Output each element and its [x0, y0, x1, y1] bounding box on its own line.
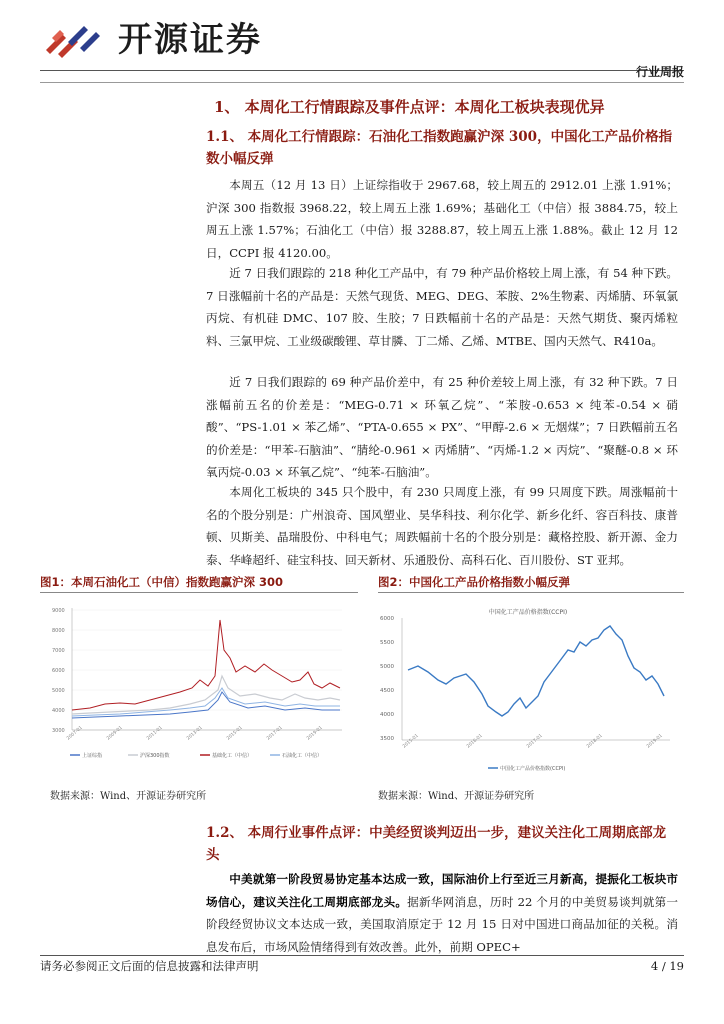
- svg-text:6000: 6000: [380, 616, 394, 622]
- series-ccpi: [408, 626, 664, 716]
- figure-2-title: 中国化工产品价格指数(CCPI): [488, 609, 568, 616]
- svg-text:2009-01: 2009-01: [106, 725, 124, 742]
- report-type: 行业周报: [635, 65, 684, 79]
- svg-text:3000: 3000: [52, 728, 65, 734]
- figure-2-source: 数据来源：Wind、开源证券研究所: [378, 791, 535, 802]
- svg-text:3500: 3500: [380, 736, 394, 742]
- footer-disclaimer: 请务必参阅正文后面的信息披露和法律声明: [40, 959, 259, 973]
- svg-text:2015-01: 2015-01: [402, 733, 420, 750]
- svg-text:4000: 4000: [52, 708, 65, 714]
- section-1-2-title: 1.2、 本周行业事件点评：中美经贸谈判迈出一步，建议关注化工周期底部龙头: [206, 825, 667, 863]
- figure-2-chart: [378, 600, 678, 780]
- figure-2-legend: 中国化工产品价格指数(CCPI): [500, 766, 566, 772]
- footer-divider: [40, 955, 684, 956]
- svg-text:2011-01: 2011-01: [146, 725, 164, 742]
- svg-text:7000: 7000: [52, 648, 65, 654]
- svg-text:2017-01: 2017-01: [266, 725, 284, 742]
- svg-text:4500: 4500: [380, 688, 394, 694]
- figure-1-chart: [50, 600, 350, 768]
- figure-1-rule: [40, 592, 358, 593]
- legend-4: 石油化工（中信）: [282, 753, 323, 759]
- paragraph-trade-deal-lead: 中美就第一阶段贸易协定基本达成一致，国际油价上行至近三月新高，提振化工板块市场信心，建议关注化工周期底部龙头。: [206, 872, 678, 909]
- svg-text:2018-01: 2018-01: [586, 733, 604, 750]
- figure-1-legend: [70, 752, 322, 759]
- page-number: 4 / 19: [650, 959, 684, 973]
- header-divider: [40, 70, 684, 71]
- svg-text:2007-01: 2007-01: [66, 725, 84, 742]
- svg-text:5000: 5000: [380, 664, 394, 670]
- svg-text:2013-01: 2013-01: [186, 725, 204, 742]
- header-divider-2: [40, 82, 684, 83]
- svg-text:6000: 6000: [52, 668, 65, 674]
- svg-text:8000: 8000: [52, 628, 65, 634]
- company-name: 开源证券: [118, 20, 262, 60]
- paragraph-trade-deal-body: 据新华网消息，历时 22 个月的中美贸易谈判就第一阶段经贸协议文本达成一致，美国取消原定于 12 月 15 日对中国进口商品加征的关税。消息发布后，市场风险情绪得到有效改善。此外，前期 OPEC+: [206, 894, 678, 954]
- legend-1: 上证综指: [82, 753, 103, 759]
- figure-1-source: 数据来源：Wind、开源证券研究所: [50, 791, 207, 802]
- svg-text:9000: 9000: [52, 608, 65, 614]
- section-1-title: 1、 本周化工行情跟踪及事件点评：本周化工板块表现优异: [214, 98, 605, 116]
- svg-text:2017-01: 2017-01: [526, 733, 544, 750]
- svg-text:2019-01: 2019-01: [306, 725, 324, 742]
- svg-text:5500: 5500: [380, 640, 394, 646]
- paragraph-stocks: 本周化工板块的 345 只个股中，有 230 只周度上涨，有 99 只周度下跌。周涨幅前十名的个股分别是：广州浪奇、国风塑业、昊华科技、利尔化学、新乡化纤、容百科技、康普顿、贝斯美、晶瑞股份、中科电气；周跌幅前十名的个股分别是：藏格控股、新开源、金力泰、华峰超纤、硅宝科技、回天新材、乐通股份、高科石化、百川股份、ST 亚邦。: [206, 485, 678, 567]
- svg-text:2015-01: 2015-01: [226, 725, 244, 742]
- company-logo-icon: [40, 20, 110, 60]
- figure-1-caption: 图1：本周石油化工（中信）指数跑赢沪深 300: [40, 575, 284, 589]
- legend-3: 基础化工（中信）: [212, 753, 253, 759]
- paragraph-market-summary: 本周五（12 月 13 日）上证综指收于 2967.68，较上周五的 2912.01 上涨 1.91%；沪深 300 指数报 3968.22，较上周五上涨 1.69%；基础化工（中信）报 3884.75，较上周五上涨 1.57%；石油化工（中信）报 3288.87，较上周五上涨 1.88%。截止 12 月 12 日，CCPI 报 4120.00。: [206, 178, 678, 260]
- paragraph-trade-deal: [206, 868, 678, 958]
- svg-text:2016-01: 2016-01: [466, 733, 484, 750]
- svg-text:5000: 5000: [52, 688, 65, 694]
- svg-text:4000: 4000: [380, 712, 394, 718]
- legend-2: 沪深300指数: [140, 753, 170, 759]
- section-1-1-title: 1.1、 本周化工行情跟踪：石油化工指数跑赢沪深 300，中国化工产品价格指数小幅反弹: [206, 129, 673, 167]
- svg-text:2019-01: 2019-01: [646, 733, 664, 750]
- paragraph-product-prices: 近 7 日我们跟踪的 218 种化工产品中，有 79 种产品价格较上周上涨，有 54 种下跌。7 日涨幅前十名的产品是：天然气现货、MEG、DEG、苯胺、2%生物素、丙烯腈、环氧氯丙烷、有机硅 DMC、107 胶、生胶；7 日跌幅前十名的产品是：天然气期货、聚丙烯粒料、三氯甲烷、工业级碳酸锂、草甘膦、丁二烯、乙烯、MTBE、国内天然气、R410a。: [206, 266, 678, 348]
- figure-2-caption: 图2：中国化工产品价格指数小幅反弹: [378, 575, 570, 589]
- paragraph-price-spreads: 近 7 日我们跟踪的 69 种产品价差中，有 25 种价差较上周上涨，有 32 种下跌。7 日涨幅前五名的价差是：“MEG-0.71 × 环氧乙烷”、“苯胺-0.653 × 纯苯-0.54 × 硝酸”、“PS-1.01 × 苯乙烯”、“PTA-0.655 × PX”、“甲醇-2.6 × 无烟煤”；7 日跌幅前五名的价差是：“甲苯-石脑油”、“腈纶-0.961 × 丙烯腈”、“丙烯-1.2 × 丙烷”、“聚醚-0.8 × 环氧丙烷-0.03 × 环氧乙烷”、“纯苯-石脑油”。: [206, 375, 678, 479]
- figure-2-rule: [378, 592, 684, 593]
